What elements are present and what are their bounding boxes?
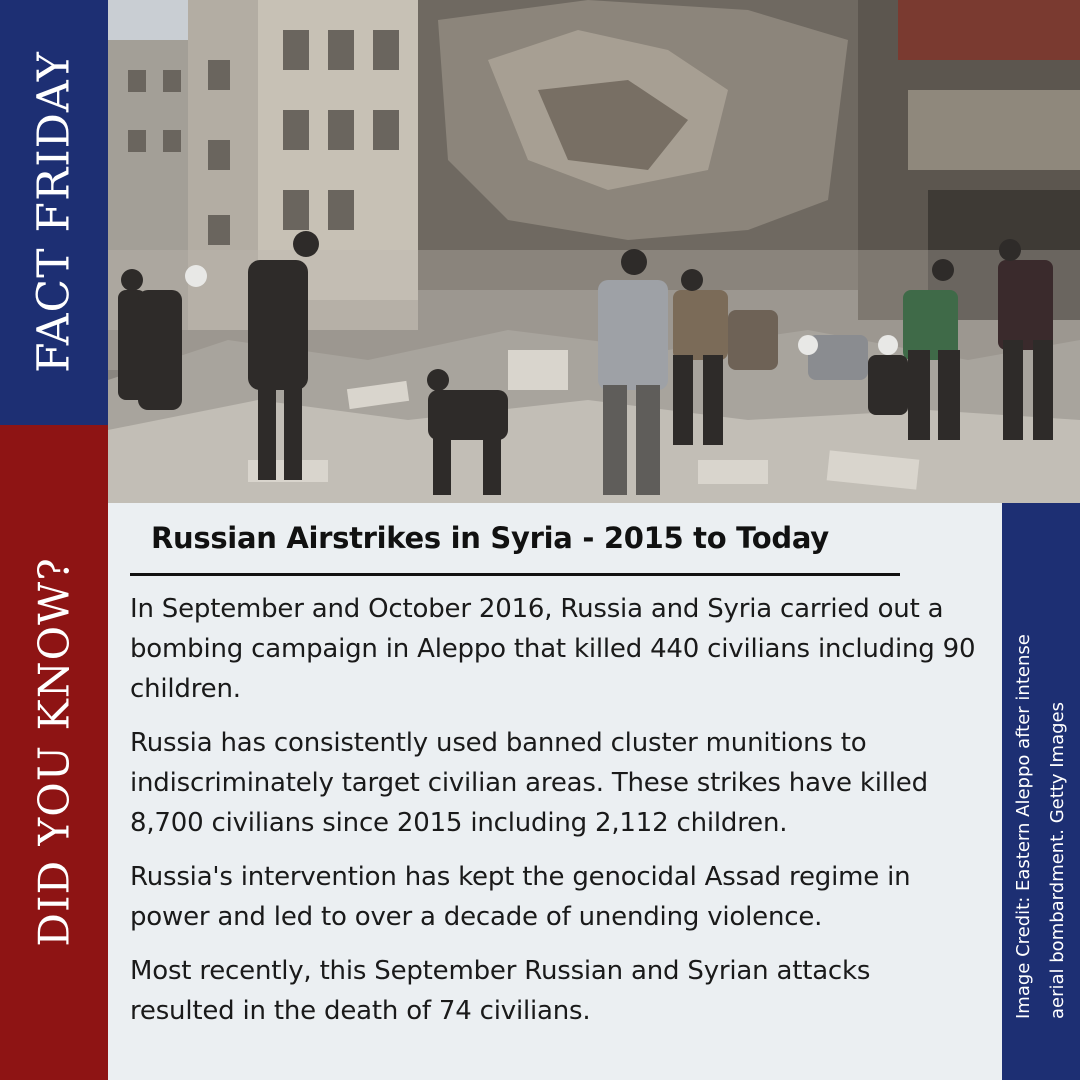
image-credit-line-1: Image Credit: Eastern Aleppo after intense (1013, 634, 1034, 1019)
did-you-know-band (0, 425, 108, 1080)
fact-friday-label: FACT FRIDAY (28, 51, 80, 373)
fact-friday-band (0, 0, 108, 425)
article-body (130, 589, 980, 1045)
image-credit (1007, 579, 1075, 1019)
aleppo-rubble-photo (108, 0, 1080, 503)
image-credit-line-2: aerial bombardment. Getty Images (1047, 702, 1068, 1019)
title-divider (130, 573, 900, 576)
article-panel (108, 503, 1002, 1080)
image-credit-strip (1002, 503, 1080, 1080)
paragraph-3: Russia's intervention has kept the genocidal Assad regime in power and led to over a decade of unending violence. (130, 862, 911, 932)
article-title: Russian Airstrikes in Syria - 2015 to Today (151, 521, 829, 555)
did-you-know-label: DID YOU KNOW? (29, 557, 79, 947)
paragraph-2: Russia has consistently used banned cluster munitions to indiscriminately target civilian areas. These strikes have killed 8,700 civilians since 2015 including 2,112 children. (130, 728, 928, 838)
paragraph-4: Most recently, this September Russian and Syrian attacks resulted in the death of 74 civilians. (130, 956, 871, 1026)
paragraph-1: In September and October 2016, Russia and Syria carried out a bombing campaign in Aleppo that killed 440 civilians including 90 children. (130, 594, 976, 704)
